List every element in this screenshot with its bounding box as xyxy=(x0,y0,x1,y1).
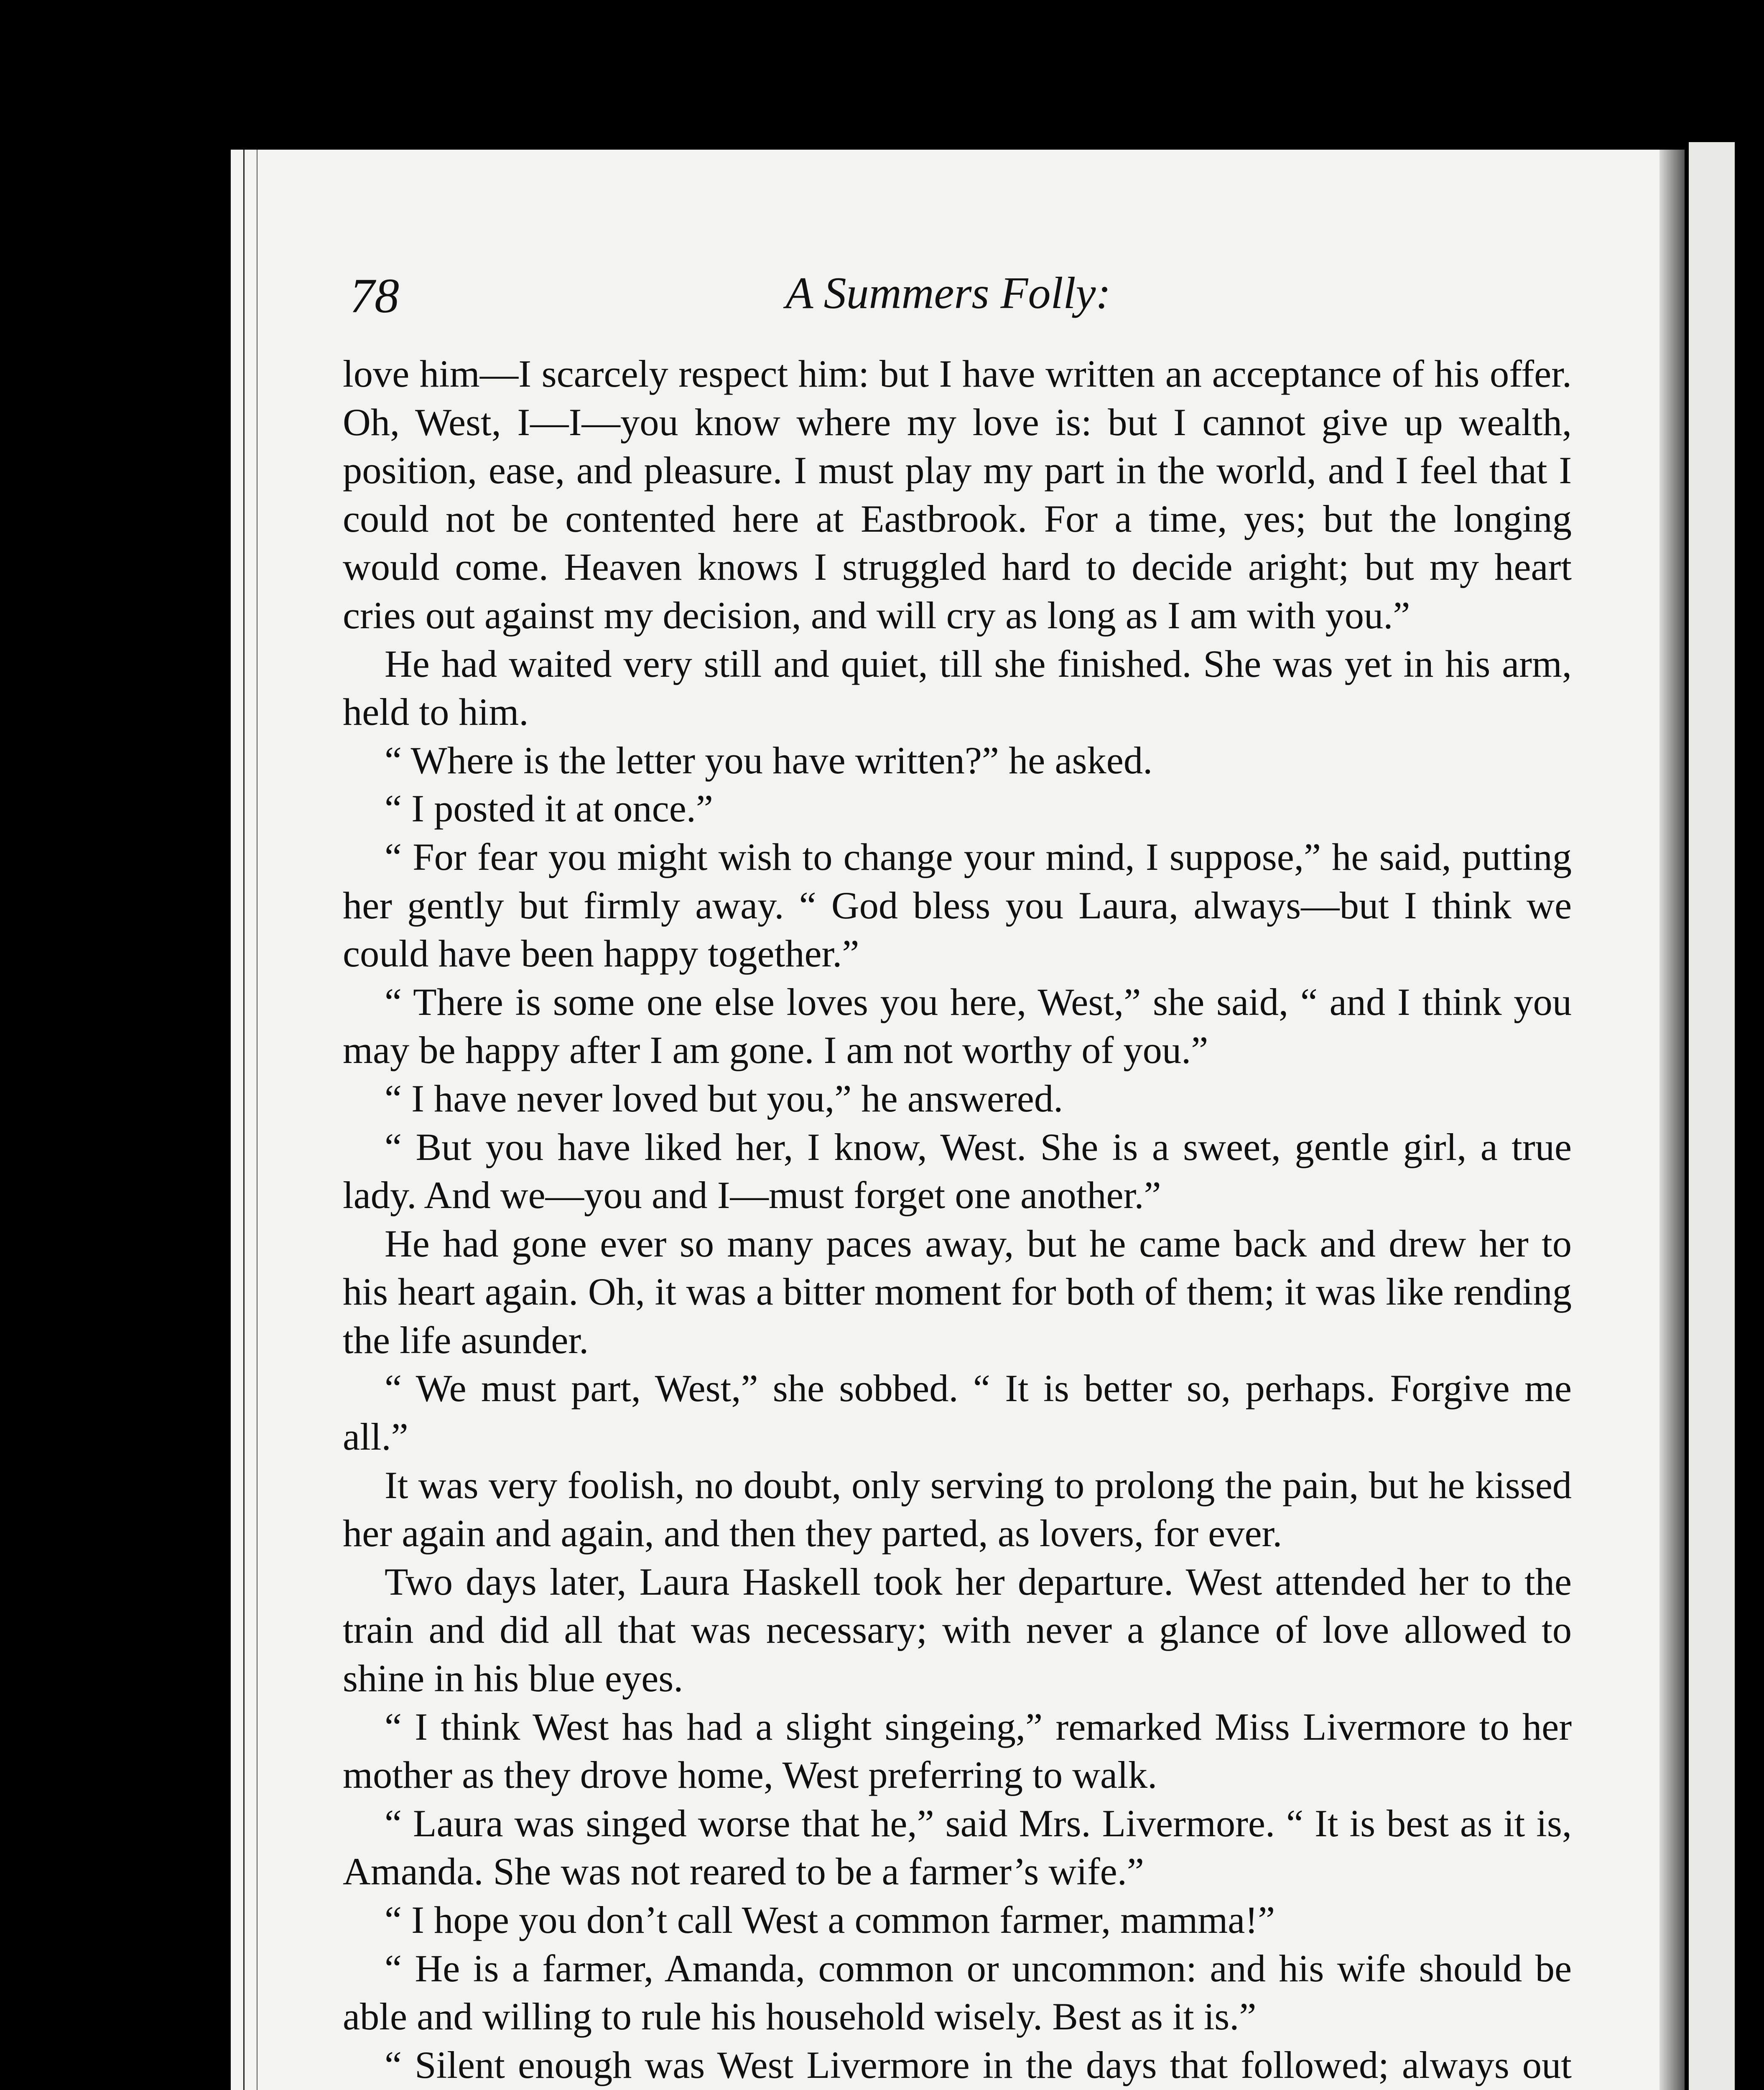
paragraph: “ We must part, West,” she sobbed. “ It is better so, perhaps. Forgive me all.” xyxy=(343,1367,1572,1459)
paragraph: Two days later, Laura Haskell took her departure. West attended her to the train and did all that was necessary; with never a glance of love allowed to shine in his blue eyes. xyxy=(343,1560,1572,1700)
paragraph: “ Where is the letter you have written?” he asked. xyxy=(385,739,1153,782)
paragraph: “ I think West has had a slight singeing,” remarked Miss Livermore to her mother as they drove home, West preferring to walk. xyxy=(343,1705,1572,1797)
book-page xyxy=(231,150,1685,2090)
body-text xyxy=(343,350,1572,2090)
adjacent-page-edge xyxy=(1689,142,1735,2090)
paragraph: “ I posted it at once.” xyxy=(385,788,713,831)
running-title: A Summers Folly: xyxy=(785,268,1111,318)
paragraph: “ Silent enough was West Livermore in the days that followed; always out xyxy=(385,2044,1572,2087)
paragraph: “ For fear you might wish to change your mind, I suppose,” he said, putting her gently but firmly away. “ God bless you Laura, always—but I think we could have been happy together.” xyxy=(343,836,1572,976)
binding-line xyxy=(243,150,245,2090)
paragraph: “ I have never loved but you,” he answered. xyxy=(385,1077,1063,1120)
page-number: 78 xyxy=(350,268,399,323)
paragraph: “ I hope you don’t call West a common farmer, mamma!” xyxy=(385,1899,1275,1942)
paragraph: love him—I scarcely respect him: but I have written an acceptance of his offer. Oh, West, I—I—you know where my love is: but I cannot give up wealth, position, ease, and pleasure. I must play my part in the world, and I feel that I could not be contented here at Eastbrook. For a time, yes; but the longing would come. Heaven knows I struggled hard to decide aright; but my heart cries out against my decision, and will cry as long as I am with you.” xyxy=(343,353,1572,637)
paragraph: “ Laura was singed worse that he,” said Mrs. Livermore. “ It is best as it is, Amanda. She was not reared to be a farmer’s wife.” xyxy=(343,1802,1572,1894)
paragraph: “ He is a farmer, Amanda, common or uncommon: and his wife should be able and willing to rule his household wisely. Best as it is.” xyxy=(343,1947,1572,2039)
paragraph: He had gone ever so many paces away, but he came back and drew her to his heart again. Oh, it was a bitter moment for both of them; it was like rending the life asunder. xyxy=(343,1222,1572,1362)
paragraph: “ There is some one else loves you here, West,” she said, “ and I think you may be happy after I am gone. I am not worthy of you.” xyxy=(343,981,1572,1072)
page-edge-shadow xyxy=(1659,150,1685,2090)
paragraph: He had waited very still and quiet, till she finished. She was yet in his arm, held to him. xyxy=(343,642,1572,734)
paragraph: It was very foolish, no doubt, only serving to prolong the pain, but he kissed her again and again, and then they parted, as lovers, for ever. xyxy=(343,1464,1572,1555)
paragraph: “ But you have liked her, I know, West. She is a sweet, gentle girl, a true lady. And we—you and I—must forget one another.” xyxy=(343,1126,1572,1217)
page-header xyxy=(350,268,1547,343)
